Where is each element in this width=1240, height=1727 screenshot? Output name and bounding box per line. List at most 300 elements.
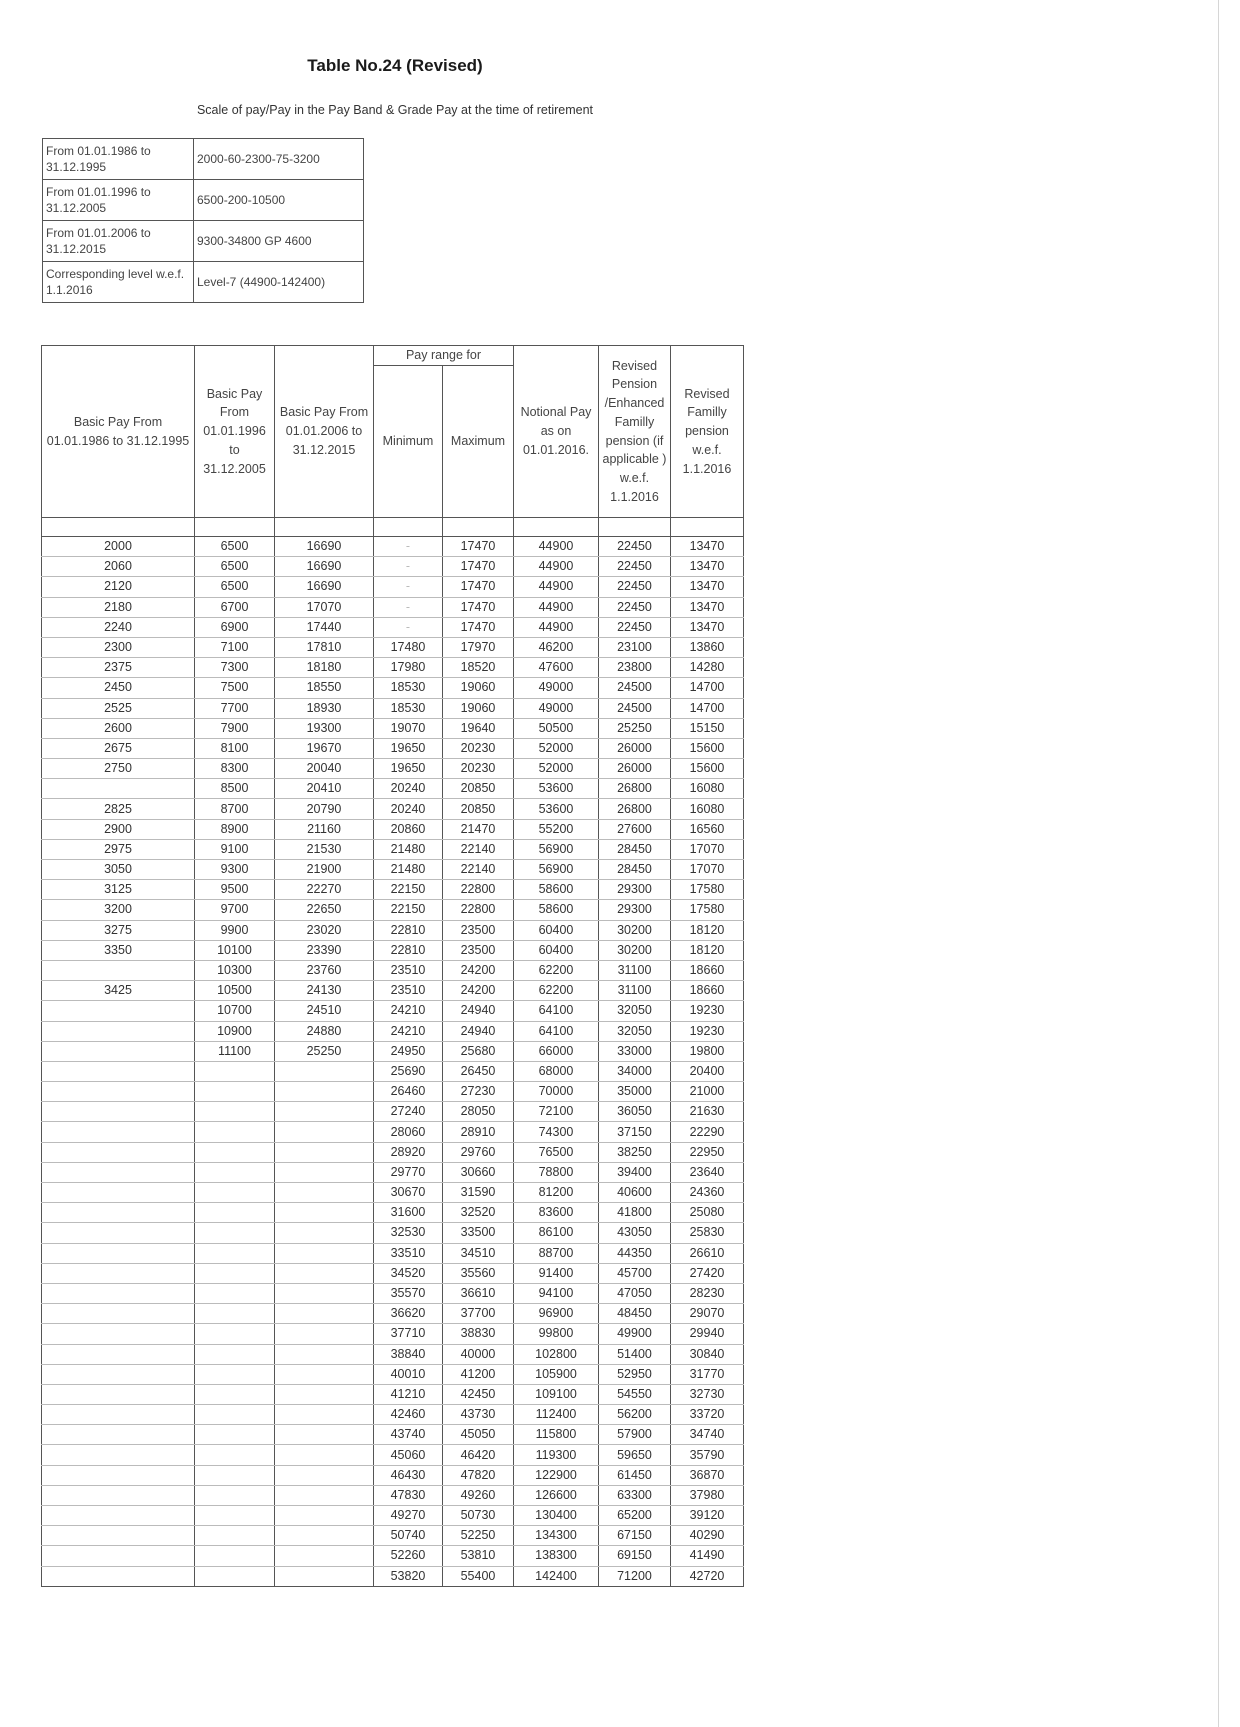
revised-family-pension-cell: 13860 bbox=[671, 637, 744, 657]
basic-1986-cell bbox=[42, 1344, 195, 1364]
basic-2006-cell: 21900 bbox=[275, 860, 374, 880]
revised-family-pension-cell: 22950 bbox=[671, 1142, 744, 1162]
minimum-cell: - bbox=[374, 597, 443, 617]
basic-2006-cell bbox=[275, 1344, 374, 1364]
revised-pension-cell: 44350 bbox=[599, 1243, 671, 1263]
minimum-cell: 32530 bbox=[374, 1223, 443, 1243]
revised-family-pension-cell: 25080 bbox=[671, 1203, 744, 1223]
revised-family-pension-cell: 18660 bbox=[671, 981, 744, 1001]
basic-2006-cell: 18550 bbox=[275, 678, 374, 698]
table-row bbox=[42, 1102, 744, 1122]
scale-value: 9300-34800 GP 4600 bbox=[194, 221, 364, 262]
maximum-cell: 17970 bbox=[443, 637, 514, 657]
basic-2006-cell: 17810 bbox=[275, 637, 374, 657]
scale-row bbox=[43, 221, 364, 262]
minimum-cell: 50740 bbox=[374, 1526, 443, 1546]
maximum-cell: 20230 bbox=[443, 759, 514, 779]
basic-1996-cell: 10300 bbox=[195, 960, 275, 980]
maximum-cell: 55400 bbox=[443, 1566, 514, 1586]
notional-pay-cell: 83600 bbox=[514, 1203, 599, 1223]
header-spacer-row bbox=[42, 518, 744, 537]
table-row bbox=[42, 1183, 744, 1203]
maximum-cell: 27230 bbox=[443, 1082, 514, 1102]
minimum-cell: 17980 bbox=[374, 658, 443, 678]
notional-pay-cell: 44900 bbox=[514, 577, 599, 597]
table-row bbox=[42, 1142, 744, 1162]
revised-family-pension-cell: 27420 bbox=[671, 1263, 744, 1283]
revised-pension-cell: 31100 bbox=[599, 960, 671, 980]
notional-pay-cell: 44900 bbox=[514, 537, 599, 557]
basic-1996-cell: 7100 bbox=[195, 637, 275, 657]
header-maximum: Maximum bbox=[443, 366, 514, 518]
table-row bbox=[42, 1506, 744, 1526]
revised-pension-cell: 54550 bbox=[599, 1384, 671, 1404]
basic-1986-cell: 2000 bbox=[42, 537, 195, 557]
basic-1996-cell bbox=[195, 1324, 275, 1344]
table-row bbox=[42, 698, 744, 718]
notional-pay-cell: 105900 bbox=[514, 1364, 599, 1384]
header-notional-pay: Notional Pay as on 01.01.2016. bbox=[514, 346, 599, 518]
basic-1996-cell bbox=[195, 1384, 275, 1404]
basic-1996-cell bbox=[195, 1082, 275, 1102]
basic-1996-cell bbox=[195, 1465, 275, 1485]
minimum-cell: 29770 bbox=[374, 1162, 443, 1182]
revised-pension-cell: 61450 bbox=[599, 1465, 671, 1485]
revised-family-pension-cell: 17580 bbox=[671, 900, 744, 920]
basic-2006-cell: 20790 bbox=[275, 799, 374, 819]
basic-1996-cell bbox=[195, 1263, 275, 1283]
basic-1996-cell bbox=[195, 1223, 275, 1243]
table-row bbox=[42, 597, 744, 617]
table-row bbox=[42, 557, 744, 577]
revised-pension-cell: 63300 bbox=[599, 1485, 671, 1505]
revised-family-pension-cell: 17070 bbox=[671, 839, 744, 859]
basic-1986-cell: 2600 bbox=[42, 718, 195, 738]
maximum-cell: 36610 bbox=[443, 1283, 514, 1303]
revised-family-pension-cell: 16080 bbox=[671, 779, 744, 799]
maximum-cell: 23500 bbox=[443, 940, 514, 960]
revised-pension-cell: 59650 bbox=[599, 1445, 671, 1465]
minimum-cell: 20860 bbox=[374, 819, 443, 839]
basic-1986-cell bbox=[42, 1304, 195, 1324]
maximum-cell: 25680 bbox=[443, 1041, 514, 1061]
minimum-cell: 38840 bbox=[374, 1344, 443, 1364]
basic-1996-cell bbox=[195, 1425, 275, 1445]
minimum-cell: 46430 bbox=[374, 1465, 443, 1485]
basic-2006-cell: 22270 bbox=[275, 880, 374, 900]
basic-2006-cell bbox=[275, 1283, 374, 1303]
basic-2006-cell bbox=[275, 1304, 374, 1324]
table-row bbox=[42, 819, 744, 839]
basic-1996-cell bbox=[195, 1445, 275, 1465]
minimum-cell: 26460 bbox=[374, 1082, 443, 1102]
basic-2006-cell bbox=[275, 1142, 374, 1162]
basic-1986-cell: 3350 bbox=[42, 940, 195, 960]
minimum-cell: 33510 bbox=[374, 1243, 443, 1263]
notional-pay-cell: 60400 bbox=[514, 940, 599, 960]
table-row bbox=[42, 637, 744, 657]
scale-period-label: From 01.01.1996 to 31.12.2005 bbox=[43, 180, 194, 221]
basic-2006-cell bbox=[275, 1061, 374, 1081]
header-basic-pay-2006: Basic Pay From 01.01.2006 to 31.12.2015 bbox=[275, 346, 374, 518]
revised-family-pension-cell: 13470 bbox=[671, 597, 744, 617]
table-row bbox=[42, 1283, 744, 1303]
basic-2006-cell bbox=[275, 1082, 374, 1102]
revised-pension-cell: 32050 bbox=[599, 1001, 671, 1021]
basic-2006-cell bbox=[275, 1162, 374, 1182]
table-row bbox=[42, 1465, 744, 1485]
scale-value: Level-7 (44900-142400) bbox=[194, 262, 364, 303]
revised-pension-cell: 26800 bbox=[599, 779, 671, 799]
maximum-cell: 17470 bbox=[443, 577, 514, 597]
revised-pension-cell: 22450 bbox=[599, 597, 671, 617]
scale-row bbox=[43, 262, 364, 303]
notional-pay-cell: 46200 bbox=[514, 637, 599, 657]
revised-pension-cell: 57900 bbox=[599, 1425, 671, 1445]
basic-2006-cell bbox=[275, 1445, 374, 1465]
notional-pay-cell: 70000 bbox=[514, 1082, 599, 1102]
notional-pay-cell: 78800 bbox=[514, 1162, 599, 1182]
pay-scale-table bbox=[42, 138, 364, 303]
basic-1986-cell: 2300 bbox=[42, 637, 195, 657]
revised-family-pension-cell: 21630 bbox=[671, 1102, 744, 1122]
basic-1996-cell: 10900 bbox=[195, 1021, 275, 1041]
minimum-cell: 19650 bbox=[374, 759, 443, 779]
notional-pay-cell: 44900 bbox=[514, 557, 599, 577]
basic-1986-cell bbox=[42, 1263, 195, 1283]
basic-1986-cell bbox=[42, 1082, 195, 1102]
basic-1996-cell: 9900 bbox=[195, 920, 275, 940]
maximum-cell: 17470 bbox=[443, 557, 514, 577]
basic-1986-cell: 3050 bbox=[42, 860, 195, 880]
basic-2006-cell bbox=[275, 1364, 374, 1384]
minimum-cell: - bbox=[374, 537, 443, 557]
notional-pay-cell: 142400 bbox=[514, 1566, 599, 1586]
basic-1986-cell bbox=[42, 1465, 195, 1485]
maximum-cell: 30660 bbox=[443, 1162, 514, 1182]
notional-pay-cell: 55200 bbox=[514, 819, 599, 839]
basic-1996-cell bbox=[195, 1304, 275, 1324]
table-row bbox=[42, 1566, 744, 1586]
maximum-cell: 20230 bbox=[443, 738, 514, 758]
table-row bbox=[42, 920, 744, 940]
basic-1986-cell bbox=[42, 1405, 195, 1425]
notional-pay-cell: 109100 bbox=[514, 1384, 599, 1404]
revised-family-pension-cell: 25830 bbox=[671, 1223, 744, 1243]
notional-pay-cell: 49000 bbox=[514, 678, 599, 698]
revised-pension-cell: 31100 bbox=[599, 981, 671, 1001]
basic-1996-cell: 6500 bbox=[195, 557, 275, 577]
maximum-cell: 52250 bbox=[443, 1526, 514, 1546]
basic-2006-cell bbox=[275, 1485, 374, 1505]
maximum-cell: 28050 bbox=[443, 1102, 514, 1122]
table-row bbox=[42, 1405, 744, 1425]
revised-family-pension-cell: 19230 bbox=[671, 1001, 744, 1021]
minimum-cell: 36620 bbox=[374, 1304, 443, 1324]
minimum-cell: 22810 bbox=[374, 920, 443, 940]
basic-2006-cell: 24510 bbox=[275, 1001, 374, 1021]
basic-1996-cell: 7300 bbox=[195, 658, 275, 678]
revised-pension-cell: 30200 bbox=[599, 940, 671, 960]
maximum-cell: 47820 bbox=[443, 1465, 514, 1485]
table-row bbox=[42, 860, 744, 880]
basic-2006-cell: 20410 bbox=[275, 779, 374, 799]
basic-1986-cell: 2120 bbox=[42, 577, 195, 597]
notional-pay-cell: 58600 bbox=[514, 880, 599, 900]
notional-pay-cell: 44900 bbox=[514, 617, 599, 637]
revised-pension-cell: 43050 bbox=[599, 1223, 671, 1243]
notional-pay-cell: 53600 bbox=[514, 779, 599, 799]
revised-family-pension-cell: 42720 bbox=[671, 1566, 744, 1586]
minimum-cell: 17480 bbox=[374, 637, 443, 657]
notional-pay-cell: 96900 bbox=[514, 1304, 599, 1324]
revised-family-pension-cell: 18120 bbox=[671, 940, 744, 960]
basic-1986-cell: 2375 bbox=[42, 658, 195, 678]
basic-1986-cell: 2750 bbox=[42, 759, 195, 779]
table-row bbox=[42, 759, 744, 779]
maximum-cell: 37700 bbox=[443, 1304, 514, 1324]
revised-pension-cell: 49900 bbox=[599, 1324, 671, 1344]
basic-1986-cell: 3275 bbox=[42, 920, 195, 940]
revised-family-pension-cell: 20400 bbox=[671, 1061, 744, 1081]
table-row bbox=[42, 900, 744, 920]
basic-1996-cell: 11100 bbox=[195, 1041, 275, 1061]
revised-pension-cell: 67150 bbox=[599, 1526, 671, 1546]
basic-2006-cell: 20040 bbox=[275, 759, 374, 779]
basic-1986-cell: 3200 bbox=[42, 900, 195, 920]
table-row bbox=[42, 1001, 744, 1021]
basic-1996-cell: 9300 bbox=[195, 860, 275, 880]
minimum-cell: 24950 bbox=[374, 1041, 443, 1061]
basic-1986-cell bbox=[42, 1162, 195, 1182]
table-row bbox=[42, 839, 744, 859]
revised-family-pension-cell: 34740 bbox=[671, 1425, 744, 1445]
basic-2006-cell bbox=[275, 1203, 374, 1223]
notional-pay-cell: 52000 bbox=[514, 759, 599, 779]
minimum-cell: 21480 bbox=[374, 839, 443, 859]
revised-family-pension-cell: 15600 bbox=[671, 759, 744, 779]
basic-2006-cell bbox=[275, 1465, 374, 1485]
basic-1996-cell: 10700 bbox=[195, 1001, 275, 1021]
table-row bbox=[42, 799, 744, 819]
maximum-cell: 23500 bbox=[443, 920, 514, 940]
minimum-cell: 18530 bbox=[374, 678, 443, 698]
basic-1996-cell bbox=[195, 1566, 275, 1586]
minimum-cell: 19070 bbox=[374, 718, 443, 738]
scale-row bbox=[43, 180, 364, 221]
notional-pay-cell: 44900 bbox=[514, 597, 599, 617]
basic-2006-cell bbox=[275, 1425, 374, 1445]
basic-1996-cell bbox=[195, 1364, 275, 1384]
maximum-cell: 20850 bbox=[443, 799, 514, 819]
maximum-cell: 53810 bbox=[443, 1546, 514, 1566]
minimum-cell: 24210 bbox=[374, 1001, 443, 1021]
notional-pay-cell: 99800 bbox=[514, 1324, 599, 1344]
revised-family-pension-cell: 15600 bbox=[671, 738, 744, 758]
revised-pension-cell: 26000 bbox=[599, 738, 671, 758]
basic-2006-cell: 23390 bbox=[275, 940, 374, 960]
table-row bbox=[42, 1203, 744, 1223]
maximum-cell: 17470 bbox=[443, 537, 514, 557]
page-title: Table No.24 (Revised) bbox=[307, 56, 483, 75]
basic-1996-cell: 7700 bbox=[195, 698, 275, 718]
basic-1996-cell bbox=[195, 1546, 275, 1566]
basic-1986-cell bbox=[42, 1001, 195, 1021]
minimum-cell: 28920 bbox=[374, 1142, 443, 1162]
notional-pay-cell: 72100 bbox=[514, 1102, 599, 1122]
minimum-cell: 42460 bbox=[374, 1405, 443, 1425]
revised-pension-cell: 29300 bbox=[599, 900, 671, 920]
table-row bbox=[42, 617, 744, 637]
scale-value: 6500-200-10500 bbox=[194, 180, 364, 221]
revised-pension-cell: 69150 bbox=[599, 1546, 671, 1566]
maximum-cell: 17470 bbox=[443, 617, 514, 637]
notional-pay-cell: 81200 bbox=[514, 1183, 599, 1203]
maximum-cell: 22800 bbox=[443, 900, 514, 920]
basic-1996-cell bbox=[195, 1183, 275, 1203]
basic-1996-cell bbox=[195, 1061, 275, 1081]
notional-pay-cell: 74300 bbox=[514, 1122, 599, 1142]
minimum-cell: 22150 bbox=[374, 900, 443, 920]
revised-family-pension-cell: 36870 bbox=[671, 1465, 744, 1485]
notional-pay-cell: 60400 bbox=[514, 920, 599, 940]
basic-1986-cell: 3125 bbox=[42, 880, 195, 900]
scale-period-label: From 01.01.2006 to 31.12.2015 bbox=[43, 221, 194, 262]
notional-pay-cell: 52000 bbox=[514, 738, 599, 758]
revised-family-pension-cell: 21000 bbox=[671, 1082, 744, 1102]
maximum-cell: 22800 bbox=[443, 880, 514, 900]
basic-1996-cell bbox=[195, 1405, 275, 1425]
basic-1986-cell: 2900 bbox=[42, 819, 195, 839]
maximum-cell: 50730 bbox=[443, 1506, 514, 1526]
basic-1986-cell bbox=[42, 1041, 195, 1061]
minimum-cell: 22810 bbox=[374, 940, 443, 960]
basic-1986-cell bbox=[42, 1061, 195, 1081]
maximum-cell: 24200 bbox=[443, 981, 514, 1001]
maximum-cell: 31590 bbox=[443, 1183, 514, 1203]
basic-2006-cell: 22650 bbox=[275, 900, 374, 920]
revised-family-pension-cell: 13470 bbox=[671, 617, 744, 637]
table-row bbox=[42, 1061, 744, 1081]
basic-1986-cell: 2240 bbox=[42, 617, 195, 637]
notional-pay-cell: 47600 bbox=[514, 658, 599, 678]
revised-pension-cell: 22450 bbox=[599, 617, 671, 637]
revised-pension-cell: 24500 bbox=[599, 698, 671, 718]
basic-2006-cell bbox=[275, 1263, 374, 1283]
revised-family-pension-cell: 35790 bbox=[671, 1445, 744, 1465]
notional-pay-cell: 50500 bbox=[514, 718, 599, 738]
notional-pay-cell: 76500 bbox=[514, 1142, 599, 1162]
minimum-cell: 43740 bbox=[374, 1425, 443, 1445]
notional-pay-cell: 134300 bbox=[514, 1526, 599, 1546]
minimum-cell: 37710 bbox=[374, 1324, 443, 1344]
table-row bbox=[42, 577, 744, 597]
notional-pay-cell: 62200 bbox=[514, 981, 599, 1001]
basic-1996-cell: 9100 bbox=[195, 839, 275, 859]
revised-pension-cell: 22450 bbox=[599, 557, 671, 577]
minimum-cell: 30670 bbox=[374, 1183, 443, 1203]
basic-1996-cell bbox=[195, 1102, 275, 1122]
basic-2006-cell: 19300 bbox=[275, 718, 374, 738]
notional-pay-cell: 58600 bbox=[514, 900, 599, 920]
basic-2006-cell: 25250 bbox=[275, 1041, 374, 1061]
basic-1996-cell bbox=[195, 1344, 275, 1364]
table-row bbox=[42, 1344, 744, 1364]
maximum-cell: 24200 bbox=[443, 960, 514, 980]
notional-pay-cell: 91400 bbox=[514, 1263, 599, 1283]
minimum-cell: 53820 bbox=[374, 1566, 443, 1586]
maximum-cell: 22140 bbox=[443, 860, 514, 880]
revised-family-pension-cell: 15150 bbox=[671, 718, 744, 738]
revised-family-pension-cell: 32730 bbox=[671, 1384, 744, 1404]
table-row bbox=[42, 1304, 744, 1324]
revised-family-pension-cell: 28230 bbox=[671, 1283, 744, 1303]
basic-1996-cell bbox=[195, 1526, 275, 1546]
revised-family-pension-cell: 19800 bbox=[671, 1041, 744, 1061]
revised-pension-cell: 35000 bbox=[599, 1082, 671, 1102]
revised-pension-cell: 33000 bbox=[599, 1041, 671, 1061]
maximum-cell: 49260 bbox=[443, 1485, 514, 1505]
basic-1986-cell: 2450 bbox=[42, 678, 195, 698]
revised-family-pension-cell: 40290 bbox=[671, 1526, 744, 1546]
basic-2006-cell bbox=[275, 1243, 374, 1263]
basic-1986-cell bbox=[42, 1122, 195, 1142]
basic-1986-cell bbox=[42, 779, 195, 799]
table-row bbox=[42, 1122, 744, 1142]
revised-pension-cell: 48450 bbox=[599, 1304, 671, 1324]
minimum-cell: 49270 bbox=[374, 1506, 443, 1526]
table-row bbox=[42, 880, 744, 900]
notional-pay-cell: 64100 bbox=[514, 1001, 599, 1021]
scan-edge-line bbox=[1218, 0, 1219, 1727]
revised-pension-cell: 30200 bbox=[599, 920, 671, 940]
basic-1986-cell: 2180 bbox=[42, 597, 195, 617]
maximum-cell: 29760 bbox=[443, 1142, 514, 1162]
revised-pension-cell: 56200 bbox=[599, 1405, 671, 1425]
basic-2006-cell bbox=[275, 1405, 374, 1425]
basic-2006-cell bbox=[275, 1526, 374, 1546]
minimum-cell: 28060 bbox=[374, 1122, 443, 1142]
revised-pension-cell: 28450 bbox=[599, 860, 671, 880]
minimum-cell: 52260 bbox=[374, 1546, 443, 1566]
table-row bbox=[42, 981, 744, 1001]
minimum-cell: 47830 bbox=[374, 1485, 443, 1505]
maximum-cell: 41200 bbox=[443, 1364, 514, 1384]
table-row bbox=[42, 718, 744, 738]
maximum-cell: 18520 bbox=[443, 658, 514, 678]
basic-1996-cell bbox=[195, 1122, 275, 1142]
table-row bbox=[42, 1546, 744, 1566]
maximum-cell: 32520 bbox=[443, 1203, 514, 1223]
basic-1996-cell: 6900 bbox=[195, 617, 275, 637]
table-row bbox=[42, 940, 744, 960]
basic-1996-cell bbox=[195, 1203, 275, 1223]
revised-pension-cell: 47050 bbox=[599, 1283, 671, 1303]
maximum-cell: 22140 bbox=[443, 839, 514, 859]
notional-pay-cell: 62200 bbox=[514, 960, 599, 980]
page-subtitle: Scale of pay/Pay in the Pay Band & Grade Pay at the time of retirement bbox=[196, 103, 594, 117]
basic-1996-cell: 6500 bbox=[195, 577, 275, 597]
basic-2006-cell: 18180 bbox=[275, 658, 374, 678]
scale-period-label: From 01.01.1986 to 31.12.1995 bbox=[43, 139, 194, 180]
basic-1996-cell: 9700 bbox=[195, 900, 275, 920]
basic-2006-cell: 21160 bbox=[275, 819, 374, 839]
basic-2006-cell bbox=[275, 1183, 374, 1203]
revised-family-pension-cell: 26610 bbox=[671, 1243, 744, 1263]
revised-family-pension-cell: 18660 bbox=[671, 960, 744, 980]
minimum-cell: 21480 bbox=[374, 860, 443, 880]
basic-1986-cell bbox=[42, 1183, 195, 1203]
